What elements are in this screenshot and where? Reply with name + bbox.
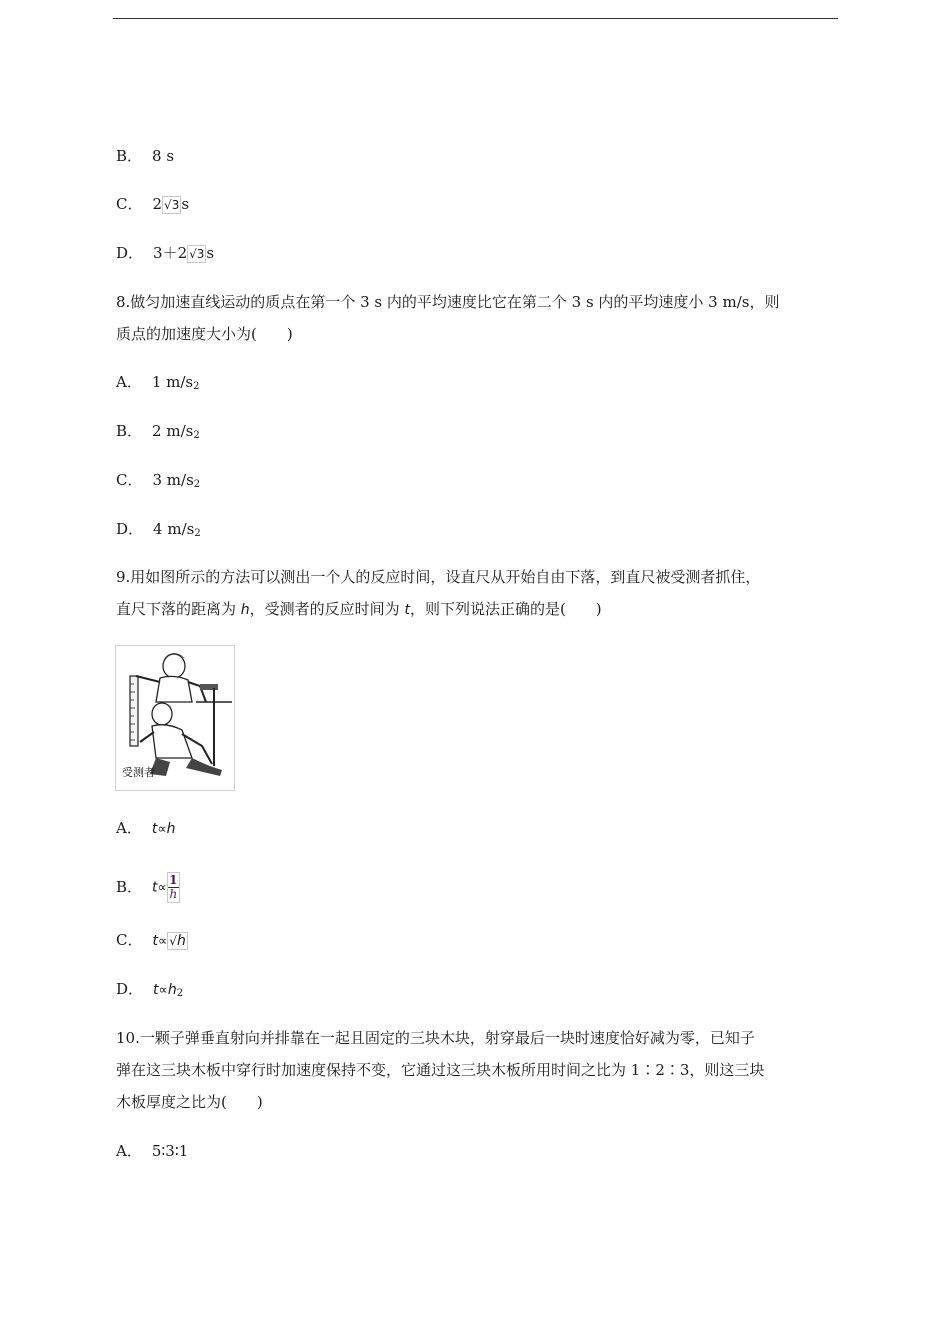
option-letter: A．	[116, 373, 142, 391]
q9-option-d[interactable]	[116, 979, 183, 1004]
variable-t: t	[153, 982, 159, 998]
radicand: h	[176, 933, 186, 949]
option-exponent: 2	[194, 528, 201, 539]
q8-option-c[interactable]	[116, 470, 200, 495]
sqrt-expression: √h	[169, 933, 186, 949]
option-text: 8 s	[152, 147, 175, 165]
q10-stem-line2: 弹在这三块木板中穿行时加速度保持不变，它通过这三块木板所用时间之比为 1∶2∶3，则这三块	[116, 1061, 765, 1079]
proportional-symbol: ∝	[157, 880, 167, 896]
option-value: 2 m/s	[152, 422, 194, 440]
q9-option-a[interactable]	[116, 818, 176, 840]
fraction-numerator: 1	[169, 873, 178, 887]
option-letter: D．	[116, 244, 144, 262]
option-value: 1 m/s	[151, 373, 194, 391]
proportional-symbol: ∝	[157, 934, 168, 949]
option-letter: A．	[116, 819, 142, 837]
fraction	[167, 872, 180, 903]
q7-option-c[interactable]	[116, 194, 189, 214]
option-letter: C．	[116, 471, 143, 489]
q8-option-b[interactable]	[116, 421, 200, 446]
variable-h: h	[167, 982, 177, 998]
proportional-symbol: ∝	[157, 822, 167, 837]
q7-option-d[interactable]	[116, 243, 214, 263]
q8-option-d[interactable]	[116, 519, 201, 544]
q10-stem-line3: 木板厚度之比为( )	[116, 1093, 263, 1111]
fraction-denominator: h	[169, 887, 178, 901]
option-exponent: 2	[193, 381, 200, 392]
q9-stem-line2	[116, 599, 602, 620]
option-value: 4 m/s	[153, 520, 195, 538]
option-coefficient: 3＋2	[153, 244, 188, 262]
option-letter: A．	[116, 1142, 142, 1160]
q9-stem-line1: 9.用如图所示的方法可以测出一个人的反应时间，设直尺从开始自由下落，到直尺被受测者抓住，	[116, 568, 761, 586]
option-letter: D．	[116, 520, 144, 538]
q7-option-b[interactable]	[116, 146, 174, 166]
q9-option-c[interactable]	[116, 930, 188, 952]
variable-t: t	[404, 602, 410, 618]
q10-option-a[interactable]	[116, 1141, 188, 1161]
sqrt-expression: √3	[189, 247, 205, 261]
option-letter: B．	[116, 147, 143, 165]
radicand: 3	[196, 247, 205, 261]
radicand: 3	[171, 198, 180, 212]
q8-option-a[interactable]	[116, 372, 200, 397]
q8-stem-line1: 8.做匀加速直线运动的质点在第一个 3 s 内的平均速度比它在第二个 3 s 内的平均速度小 3 m/s，则	[116, 293, 780, 311]
stem-text: ，受测者的反应时间为	[249, 600, 405, 618]
stem-text: 直尺下落的距离为	[116, 600, 241, 618]
option-unit: s	[181, 195, 190, 213]
variable-t: t	[151, 821, 158, 837]
option-exponent: 2	[193, 479, 201, 490]
reaction-time-figure	[115, 645, 235, 791]
variable-h: h	[166, 821, 176, 837]
proportional-symbol: ∝	[158, 983, 168, 998]
option-unit: s	[206, 244, 215, 262]
q10-stem-line1: 10.一颗子弹垂直射向并排靠在一起且固定的三块木块，射穿最后一块时速度恰好减为零，已知子	[116, 1029, 755, 1047]
option-exponent: 2	[176, 988, 184, 999]
option-letter: C．	[116, 931, 143, 949]
option-coefficient: 2	[152, 195, 163, 213]
option-value: 3 m/s	[152, 471, 194, 489]
variable-t: t	[152, 933, 158, 949]
option-letter: C．	[116, 195, 143, 213]
variable-h: h	[240, 602, 250, 618]
variable-t: t	[152, 879, 158, 896]
figure-label: 受测者	[122, 766, 155, 779]
option-letter: B．	[116, 877, 143, 896]
option-letter: D．	[116, 980, 144, 998]
option-value: 5∶3∶1	[151, 1142, 189, 1160]
stem-text: ，则下列说法正确的是( )	[409, 600, 602, 618]
sqrt-expression: √3	[164, 198, 180, 212]
q8-stem-line2: 质点的加速度大小为( )	[116, 325, 293, 343]
option-exponent: 2	[193, 430, 200, 441]
header-rule	[113, 18, 838, 19]
q9-option-b[interactable]	[116, 872, 180, 903]
option-letter: B．	[116, 422, 143, 440]
